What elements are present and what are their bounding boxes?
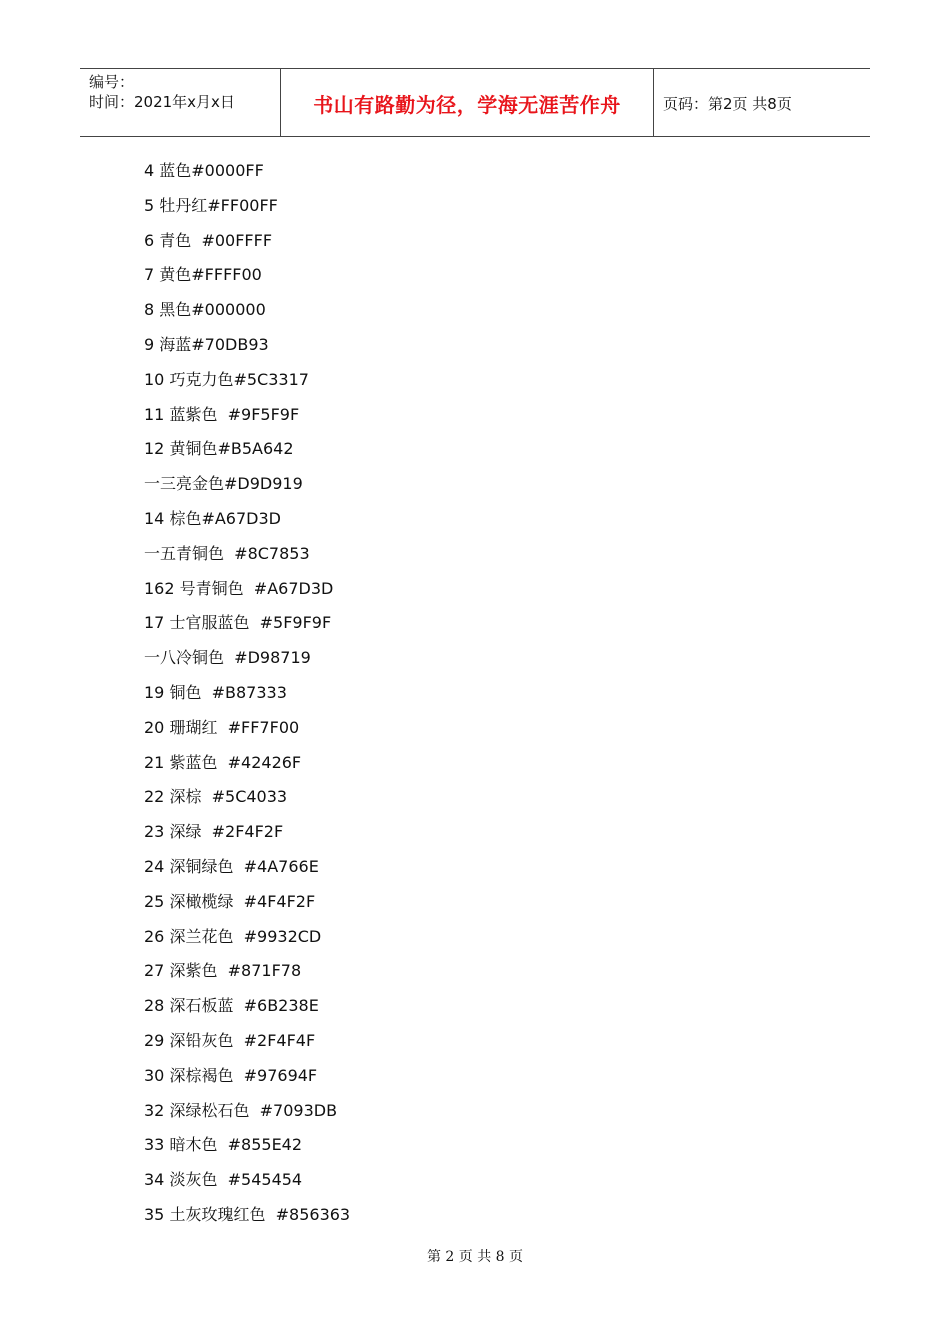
- time-label: 时间：2021年x月x日: [89, 93, 235, 111]
- color-list-item: 162 号青铜色 #A67D3D: [144, 578, 334, 598]
- page-header: [80, 68, 870, 137]
- color-list-item: 5 牡丹红#FF00FF: [144, 195, 278, 215]
- color-list-item: 24 深铜绿色 #4A766E: [144, 856, 319, 876]
- color-list-item: 27 深紫色 #871F78: [144, 961, 302, 981]
- header-page-info: 页码：第2页 共8页: [663, 95, 792, 113]
- color-list-item: 4 蓝色#0000FF: [144, 161, 264, 180]
- color-list-item: 9 海蓝#70DB93: [144, 334, 269, 354]
- color-list-item: 17 士官服蓝色 #5F9F9F: [144, 613, 332, 633]
- color-list-item: 32 深绿松石色 #7093DB: [144, 1100, 338, 1120]
- color-list-item: 35 土灰玫瑰红色 #856363: [144, 1204, 351, 1224]
- color-list-item: 10 巧克力色#5C3317: [144, 369, 309, 389]
- color-list-item: 7 黄色#FFFF00: [144, 265, 262, 285]
- number-label: 编号：: [89, 73, 135, 91]
- color-list-item: 29 深铅灰色 #2F4F4F: [144, 1030, 316, 1050]
- color-list-item: 30 深棕褐色 #97694F: [144, 1065, 318, 1085]
- color-list: [144, 157, 350, 1236]
- color-list-item: 21 紫蓝色 #42426F: [144, 752, 302, 772]
- color-list-item: 22 深棕 #5C4033: [144, 787, 288, 807]
- color-list-item: 28 深石板蓝 #6B238E: [144, 996, 319, 1016]
- color-list-item: 11 蓝紫色 #9F5F9F: [144, 404, 300, 424]
- color-list-item: 26 深兰花色 #9932CD: [144, 926, 322, 946]
- header-motto: 书山有路勤为径，学海无涯苦作舟: [281, 69, 654, 136]
- color-list-item: 23 深绿 #2F4F2F: [144, 822, 284, 842]
- page-footer: 第 2 页 共 8 页: [426, 1249, 524, 1265]
- color-list-item: 25 深橄榄绿 #4F4F2F: [144, 891, 316, 911]
- header-meta: [80, 69, 281, 136]
- color-list-item: 12 黄铜色#B5A642: [144, 439, 294, 459]
- color-list-item: 33 暗木色 #855E42: [144, 1135, 303, 1155]
- color-list-item: 34 淡灰色 #545454: [144, 1170, 303, 1190]
- color-list-item: 19 铜色 #B87333: [144, 682, 287, 702]
- color-list-item: 一五青铜色 #8C7853: [144, 543, 310, 563]
- color-list-item: 8 黑色#000000: [144, 300, 266, 320]
- color-list-item: 20 珊瑚红 #FF7F00: [144, 717, 300, 737]
- color-list-item: 一三亮金色#D9D919: [144, 474, 303, 494]
- color-list-item: 14 棕色#A67D3D: [144, 508, 281, 528]
- color-list-item: 6 青色 #00FFFF: [144, 230, 273, 250]
- color-list-item: 一八冷铜色 #D98719: [144, 648, 311, 668]
